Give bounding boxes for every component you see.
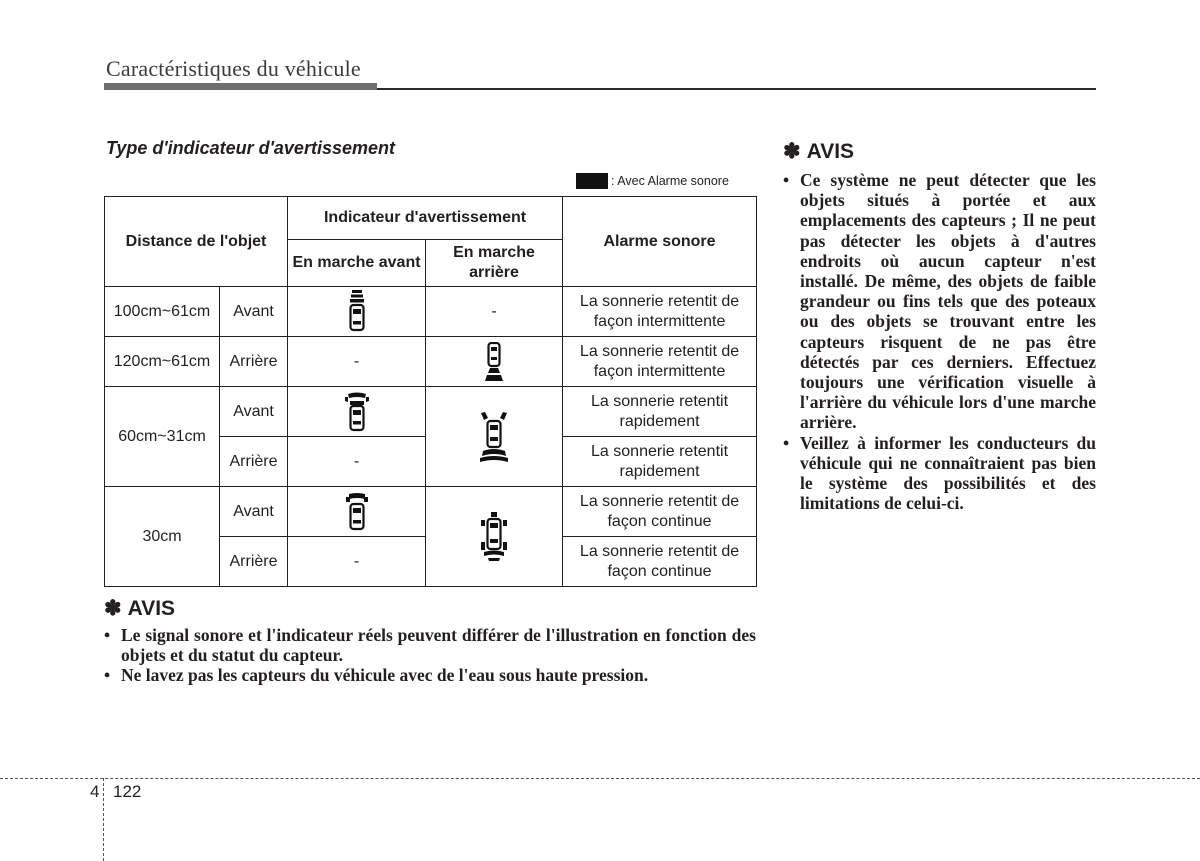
car-front-sensor-icon: [345, 290, 369, 334]
avis-note-right: [783, 139, 1096, 513]
row2-alarm: La sonnerie retentit de façon intermittente: [563, 337, 757, 387]
row4-sensor-rear: Arrière: [220, 537, 288, 587]
header-rule-thick: [104, 83, 377, 90]
row1-sensor: Avant: [220, 287, 288, 337]
row4-sensor-front: Avant: [220, 487, 288, 537]
row4-forward-cell: [288, 487, 426, 537]
header-indicator: Indicateur d'avertissement: [288, 197, 563, 240]
row3-sensor-rear: Arrière: [220, 437, 288, 487]
row3-distance: 60cm~31cm: [105, 387, 220, 487]
row4-alarm-front: La sonnerie retentit de façon continue: [563, 487, 757, 537]
legend: [576, 173, 729, 189]
header-forward: En marche avant: [288, 240, 426, 287]
avis-left-title: AVIS: [127, 596, 176, 620]
avis-right-list: [783, 170, 1096, 513]
page-number: 122: [113, 782, 142, 801]
row4-distance: 30cm: [105, 487, 220, 587]
asterisk-icon: ✽: [783, 140, 801, 163]
avis-right-item: • Veillez à informer les conducteurs du véhicule qui ne connaîtraient pas bien le système des possibilités et des limitations de celui-ci.: [783, 433, 1096, 514]
footer-rule: [0, 778, 1200, 779]
row3-alarm-front: La sonnerie retentit rapidement: [563, 387, 757, 437]
header-distance: Distance de l'objet: [105, 197, 288, 287]
legend-swatch: [576, 173, 608, 189]
footer-divider: [103, 778, 104, 861]
avis-left-item: • Le signal sonore et l'indicateur réels peuvent différer de l'illustration en fonction des objets et du statut du capteur.: [104, 625, 756, 665]
row1-alarm: La sonnerie retentit de façon intermittente: [563, 287, 757, 337]
row1-forward-cell: [288, 287, 426, 337]
row2-forward: -: [288, 337, 426, 387]
row3-forward-cell: [288, 387, 426, 437]
header-alarm: Alarme sonore: [563, 197, 757, 287]
asterisk-icon: ✽: [104, 597, 122, 620]
car-rear-close-sensor-icon: [479, 512, 509, 562]
avis-left-item: • Ne lavez pas les capteurs du véhicule avec de l'eau sous haute pression.: [104, 665, 756, 685]
row4-reverse-cell: [426, 487, 563, 587]
avis-right-title: AVIS: [806, 139, 855, 163]
avis-note-left: [104, 596, 756, 686]
avis-left-list: [104, 625, 756, 686]
row1-reverse: -: [426, 287, 563, 337]
avis-right-item: • Ce système ne peut détecter que les objets situés à portée et aux emplacements des capteurs ; Il ne peut pas détecter les objets à d'autres endroits où aucun capteur n'est installé. De même, des objets de faible grandeur ou fins tels que des poteaux ou des objets se trouvant entre les capteurs risquent de ne pas être détectés par ces derniers. Effectuez toujours une vérification visuelle à l'arrière du véhicule lors d'une marche arrière.: [783, 170, 1096, 433]
avis-right-heading: [783, 139, 1096, 164]
row4-forward-rear: -: [288, 537, 426, 587]
row3-forward-rear: -: [288, 437, 426, 487]
row4-alarm-rear: La sonnerie retentit de façon continue: [563, 537, 757, 587]
page-header-title: Caractéristiques du véhicule: [106, 56, 361, 81]
section-title: Type d'indicateur d'avertissement: [106, 138, 395, 158]
warning-indicator-table: [104, 196, 757, 587]
legend-label: : Avec Alarme sonore: [611, 174, 729, 188]
avis-left-heading: [104, 596, 756, 621]
car-front-corner-sensor-icon: [343, 392, 371, 432]
car-front-close-sensor-icon: [343, 493, 371, 531]
header-rule-thin: [377, 88, 1096, 90]
car-rear-sensor-icon: [482, 342, 506, 382]
row3-alarm-rear: La sonnerie retentit rapidement: [563, 437, 757, 487]
row1-distance: 100cm~61cm: [105, 287, 220, 337]
row2-reverse-cell: [426, 337, 563, 387]
car-rear-corner-sensor-icon: [477, 411, 511, 463]
row3-sensor-front: Avant: [220, 387, 288, 437]
row2-sensor: Arrière: [220, 337, 288, 387]
header-reverse: En marche arrière: [426, 240, 563, 287]
row3-reverse-cell: [426, 387, 563, 487]
chapter-number: 4: [90, 782, 100, 801]
row2-distance: 120cm~61cm: [105, 337, 220, 387]
